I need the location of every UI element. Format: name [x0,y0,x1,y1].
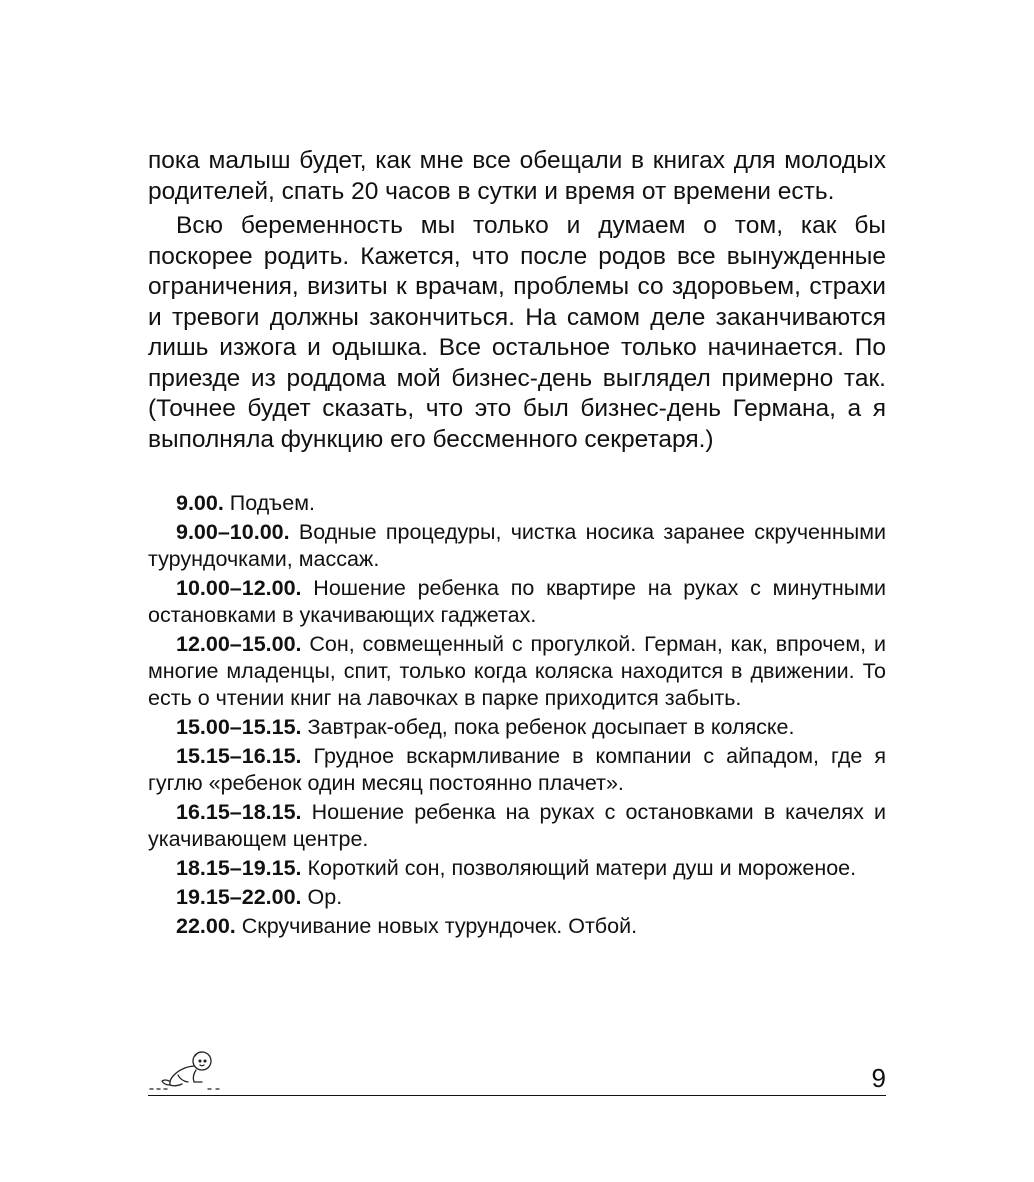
schedule-time: 12.00–15.00. [176,632,302,656]
page-body [148,146,886,940]
schedule-entry [148,519,886,573]
schedule-text: Ношение ребенка на руках с остановками в качелях и укачивающем центре. [148,800,886,851]
schedule-entry [148,490,886,517]
schedule-text: Сон, совмещенный с прогулкой. Герман, как, впрочем, и многие младенцы, спит, только когда коляска находится в движении. То есть о чтении книг на лавочках в парке приходится забыть. [148,632,886,710]
schedule-text: Грудное вскармливание в компании с айпадом, где я гуглю «ребенок один месяц постоянно плачет». [148,744,886,795]
schedule-entry [148,799,886,853]
schedule-text: Короткий сон, позволяющий матери душ и мороженое. [301,856,857,880]
schedule-entry [148,884,886,911]
paragraph-continuation: пока малыш будет, как мне все обещали в книгах для молодых родителей, спать 20 часов в сутки и время от времени есть. [148,147,886,205]
schedule-text: Скручивание новых турундочек. Отбой. [235,914,638,938]
schedule-list [148,490,886,940]
schedule-text: Завтрак-обед, пока ребенок досыпает в коляске. [301,715,795,739]
schedule-time: 10.00–12.00. [176,576,302,600]
page-footer [148,1046,886,1096]
schedule-entry [148,575,886,629]
schedule-entry [148,714,886,741]
schedule-text: Подъем. [223,491,315,515]
footer-rule [148,1095,886,1096]
page-number: 9 [871,1063,886,1093]
schedule-text: Ношение ребенка по квартире на руках с минутными остановками в укачивающих гаджетах. [148,576,886,627]
schedule-time: 15.00–15.15. [176,715,302,739]
schedule-text: Водные процедуры, чистка носика заранее скрученными турундочками, массаж. [148,520,886,571]
schedule-entry [148,913,886,940]
schedule-entry [148,855,886,882]
schedule-time: 9.00–10.00. [176,520,290,544]
schedule-entry [148,743,886,797]
schedule-entry [148,631,886,712]
schedule-text: Ор. [301,885,343,909]
crawling-baby-icon [148,1045,224,1093]
paragraph-pregnancy: Всю беременность мы только и думаем о том, как бы поскорее родить. Кажется, что после родов все вынужденные ограничения, визиты к врачам, проблемы со здоровьем, страхи и тревоги должны закончиться. На самом деле заканчиваются лишь изжога и одышка. Все остальное только начинается. По приезде из роддома мой бизнес-день выглядел примерно так. (Точнее будет сказать, что это был бизнес-день Германа, а я выполняла функцию его бессменного секретаря.) [148,212,886,453]
schedule-time: 9.00. [176,491,224,515]
schedule-time: 15.15–16.15. [176,744,302,768]
schedule-time: 18.15–19.15. [176,856,302,880]
schedule-time: 19.15–22.00. [176,885,302,909]
schedule-time: 22.00. [176,914,236,938]
schedule-time: 16.15–18.15. [176,800,302,824]
